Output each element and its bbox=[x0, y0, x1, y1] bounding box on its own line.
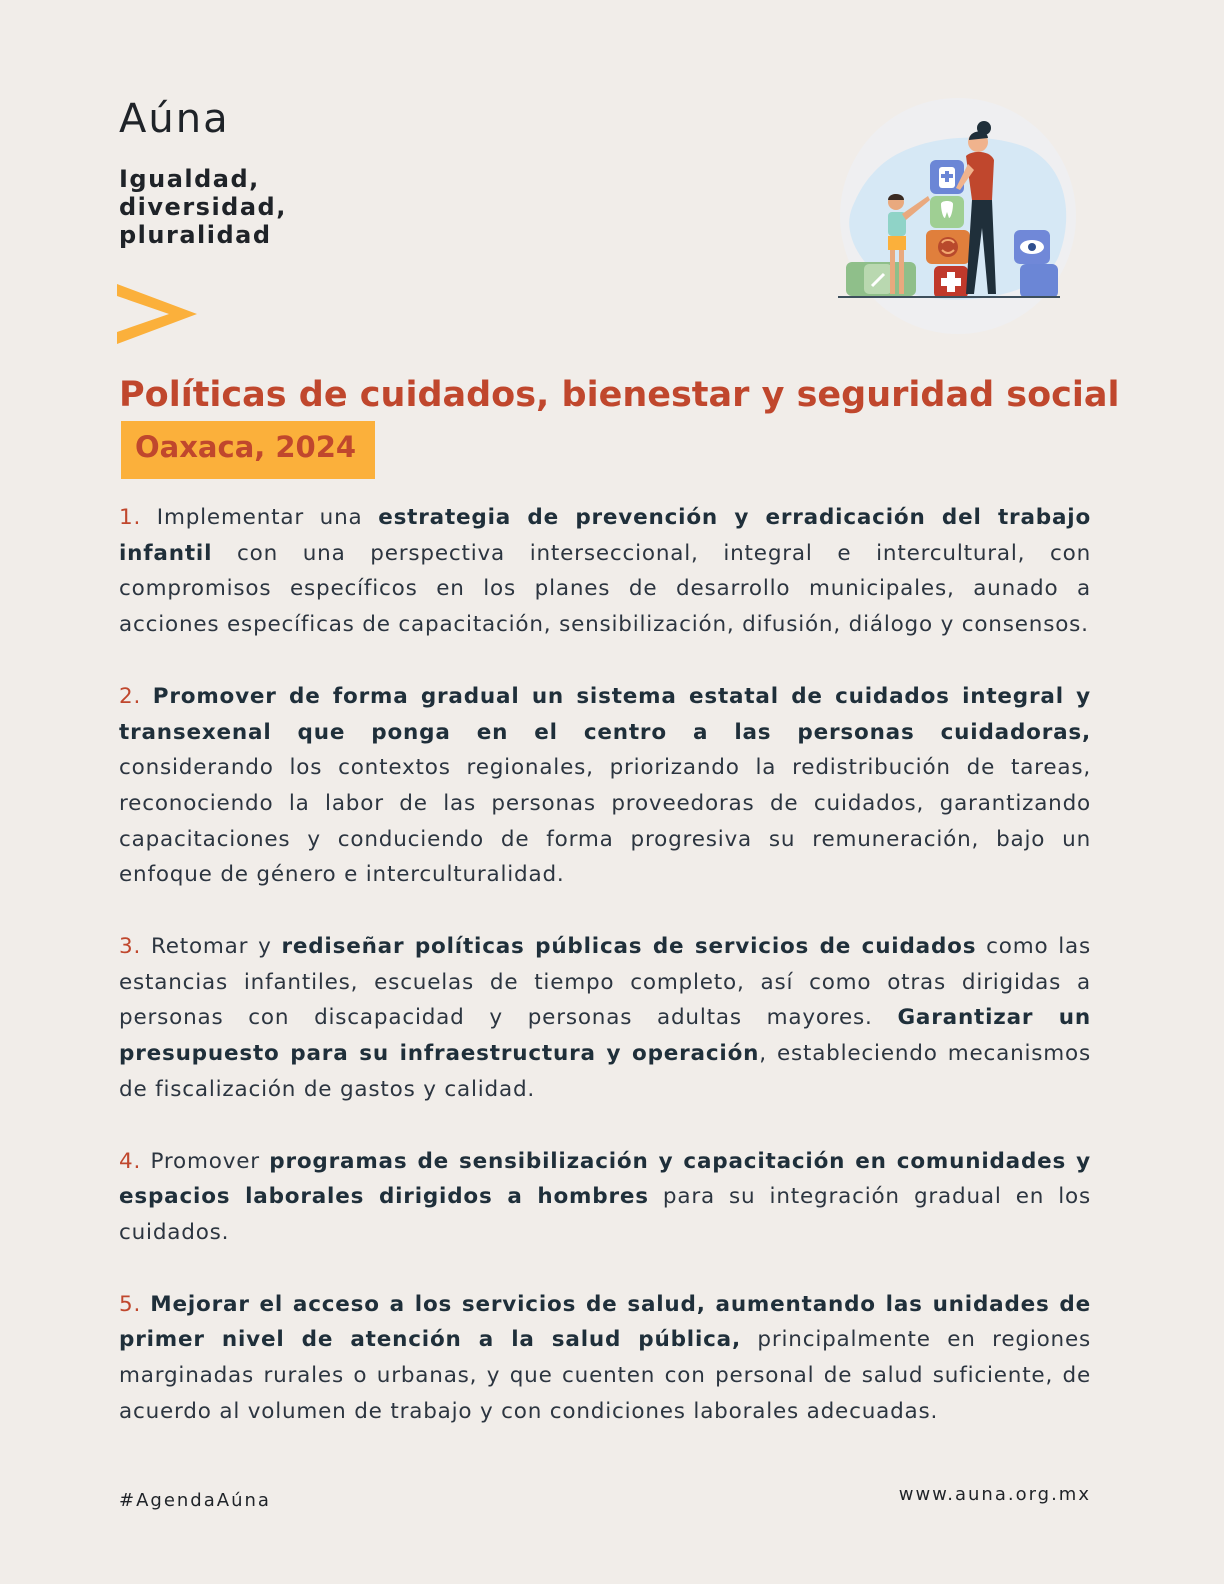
brain-icon bbox=[926, 230, 970, 264]
item-number: 1. bbox=[119, 505, 142, 530]
tagline-line: pluralidad bbox=[119, 221, 272, 249]
item-emphasis: Promover de forma gradual un sistema estatal de cuidados integral y transexenal que ponga en el centro a las personas cuidadoras, bbox=[119, 683, 1092, 745]
item-emphasis: rediseñar políticas públicas de servicios de cuidados bbox=[281, 934, 977, 960]
item-emphasis: programas de sensibilización y capacitación en comunidades y espacios laborales dirigidos a hombres bbox=[119, 1148, 1091, 1210]
item-text: como las estancias infantiles, escuelas de tiempo completo, así como otras dirigidas a personas con discapacidad y personas adultas mayores. bbox=[119, 934, 1091, 1031]
health-cross-icon bbox=[934, 266, 968, 298]
hashtag: #AgendaAúna bbox=[119, 1490, 271, 1511]
item-text bbox=[141, 684, 153, 709]
item-text: principalmente en regiones marginadas rurales o urbanas, y que cuenten con personal de salud suficiente, de acuerdo al volumen de trabajo y con condiciones laborales adecuadas. bbox=[119, 1327, 1092, 1424]
item-text: Retomar y bbox=[141, 934, 282, 960]
policy-list bbox=[119, 500, 1091, 1465]
item-number: 5. bbox=[119, 1291, 142, 1317]
item-text: considerando los contextos regionales, priorizando la redistribución de tareas, reconociendo la labor de las personas proveedoras de cuidados, garantizando capacitaciones y conduciendo de forma progresiva su remuneración, bajo un enfoque de género e interculturalidad. bbox=[119, 755, 1091, 888]
auna-logo: Aúna bbox=[119, 96, 230, 142]
item-text: Implementar una bbox=[141, 505, 379, 530]
item-emphasis: estrategia de prevención y erradicación del trabajo infantil bbox=[119, 505, 1092, 566]
item-number: 4. bbox=[119, 1148, 142, 1174]
website-link[interactable]: www.auna.org.mx bbox=[898, 1484, 1091, 1505]
tagline bbox=[119, 165, 287, 249]
item-text bbox=[141, 1292, 150, 1317]
item-text: Promover bbox=[141, 1148, 270, 1174]
page-subtitle: Oaxaca, 2024 bbox=[135, 430, 357, 464]
item-emphasis: Garantizar un presupuesto para su infraestructura y operación bbox=[119, 1005, 1091, 1067]
item-text: , estableciendo mecanismos de fiscalización de gastos y calidad. bbox=[119, 1041, 1091, 1102]
policy-item bbox=[119, 500, 1091, 643]
eye-icon bbox=[1014, 230, 1050, 264]
tooth-icon bbox=[930, 196, 964, 228]
policy-item bbox=[119, 1287, 1091, 1430]
policy-item bbox=[119, 679, 1091, 893]
policy-item bbox=[119, 1144, 1091, 1251]
chevron-right-icon bbox=[117, 284, 199, 346]
tagline-line: Igualdad, bbox=[119, 165, 260, 193]
page-title: Políticas de cuidados, bienestar y seguridad social bbox=[119, 375, 1120, 415]
bone-icon bbox=[864, 264, 892, 294]
subtitle-badge bbox=[121, 421, 375, 479]
care-illustration bbox=[838, 98, 1078, 338]
item-emphasis: Mejorar el acceso a los servicios de salud, aumentando las unidades de primer nivel de atención a la salud pública, bbox=[119, 1291, 1091, 1353]
tagline-line: diversidad, bbox=[119, 193, 287, 221]
item-number: 3. bbox=[119, 934, 142, 960]
policy-item bbox=[119, 929, 1091, 1108]
item-text: con una perspectiva interseccional, integral e intercultural, con compromisos específicos en los planes de desarrollo municipales, aunado a acciones específicas de capacitación, sensibilización, difusión, diálogo y consensos. bbox=[119, 540, 1091, 638]
item-text: para su integración gradual en los cuidados. bbox=[119, 1184, 1091, 1245]
item-number: 2. bbox=[119, 683, 142, 709]
